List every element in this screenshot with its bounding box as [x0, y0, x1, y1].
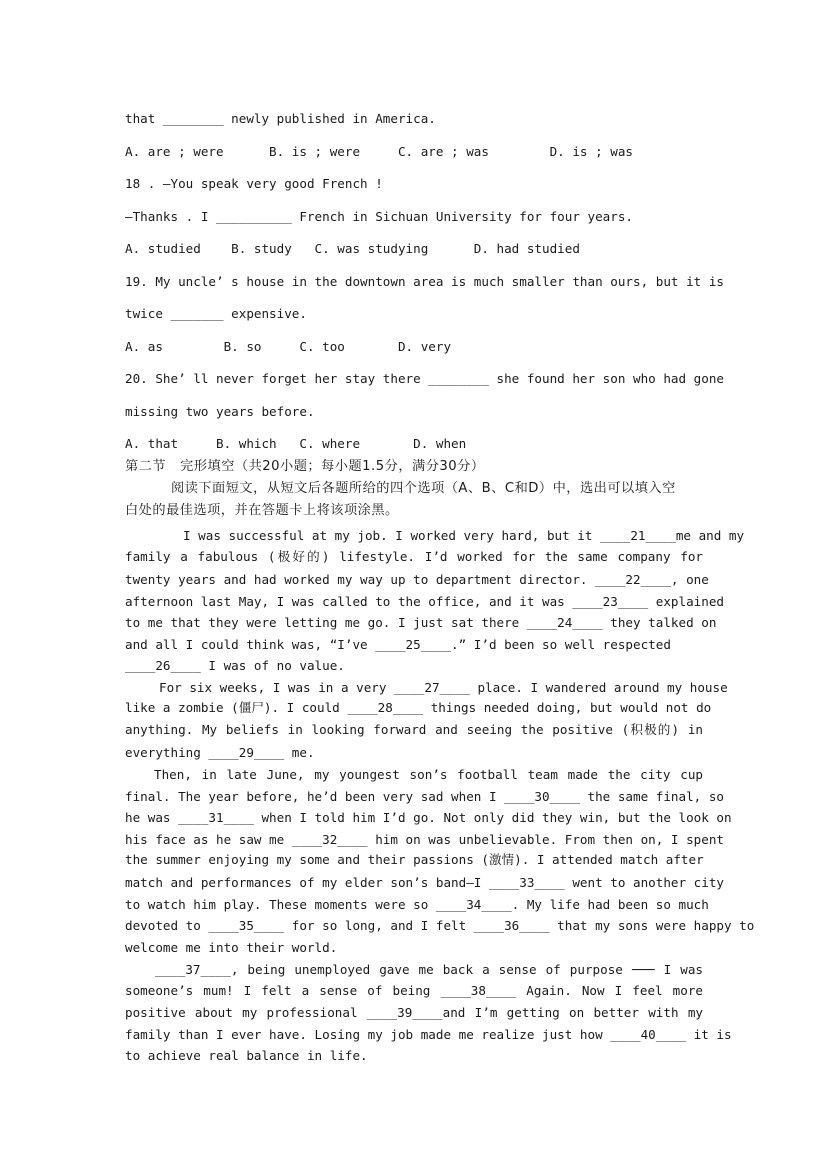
instructions-line-2: 白处的最佳选项，并在答题卡上将该项涂黑。 [125, 503, 399, 518]
p1-line-1: I was successful at my job. I worked very hard, but it ____21____me and my [183, 528, 745, 543]
p3-line-9: welcome me into their world. [125, 940, 338, 955]
q18-reply: —Thanks . I __________ French in Sichuan University for four years. [125, 209, 633, 224]
q17-stem-end: that ________ newly published in America. [125, 111, 436, 126]
q18-options: A. studied B. study C. was studying D. had studied [125, 241, 580, 256]
p3-line-1: Then, in late June, my youngest son’s football team made the city cup [154, 767, 703, 782]
p4-line-2: someone’s mum! I felt a sense of being ____38____ Again. Now I feel more [125, 983, 703, 998]
q19-options: A. as B. so C. too D. very [125, 339, 452, 354]
p1-line-5: to me that they were letting me go. I just sat there ____24____ they talked on [125, 615, 717, 630]
p3-line-6: match and performances of my elder son’s band—I ____33____ went to another city [125, 875, 724, 890]
q17-options: A. are ; were B. is ; were C. are ; was D. is ; was [125, 144, 633, 159]
p3-line-3: he was ____31____ when I told him I’d go. Not only did they win, but the look on [125, 810, 732, 825]
p1-line-7: ____26____ I was of no value. [125, 658, 345, 673]
q20-stem-line-1: 20. She’ ll never forget her stay there ________ she found her son who had gone [125, 371, 724, 386]
q20-options: A. that B. which C. where D. when [125, 436, 467, 451]
q18-stem: 18 . —You speak very good French ! [125, 176, 383, 191]
p4-line-5: to achieve real balance in life. [125, 1048, 368, 1063]
p3-line-4: his face as he saw me ____32____ him on was unbelievable. From then on, I spent [125, 832, 724, 847]
instructions-line-1: 阅读下面短文，从短文后各题所给的四个选项（A、B、C和D）中，选出可以填入空 [171, 481, 676, 496]
p2-line-1: For six weeks, I was in a very ____27____ place. I wandered around my house [159, 680, 728, 695]
p3-line-2: final. The year before, he’d been very sad when I ____30____ the same final, so [125, 789, 724, 804]
p2-line-4: everything ____29____ me. [125, 745, 315, 760]
p1-line-3: twenty years and had worked my way up to department director. ____22____, one [125, 572, 709, 587]
p1-line-6: and all I could think was, “I’ve ____25____.” I’d been so well respected [125, 637, 671, 652]
section-title: 第二节 完形填空（共20小题；每小题1.5分，满分30分） [125, 459, 485, 474]
p3-line-5: the summer enjoying my some and their passions (激情). I attended match after [125, 852, 704, 867]
p1-line-4: afternoon last May, I was called to the office, and it was ____23____ explained [125, 594, 724, 609]
p1-line-2: family a fabulous (极好的) lifestyle. I’d worked for the same company for [125, 549, 703, 564]
p2-line-3: anything. My beliefs in looking forward and seeing the positive (积极的) in [125, 722, 703, 737]
p3-line-8: devoted to ____35____ for so long, and I felt ____36____ that my sons were happy to [125, 918, 755, 933]
p4-line-3: positive about my professional ____39____and I’m getting on better with my [125, 1005, 703, 1020]
p4-line-1: ____37____, being unemployed gave me back a sense of purpose ─── I was [155, 962, 703, 977]
p2-line-2: like a zombie (僵尸). I could ____28____ things needed doing, but would not do [125, 700, 712, 715]
q19-stem-line-1: 19. My uncle’ s house in the downtown area is much smaller than ours, but it is [125, 274, 724, 289]
q20-stem-line-2: missing two years before. [125, 404, 315, 419]
p3-line-7: to watch him play. These moments were so ____34____. My life had been so much [125, 897, 709, 912]
p4-line-4: family than I ever have. Losing my job made me realize just how ____40____ it is [125, 1027, 732, 1042]
q19-stem-line-2: twice _______ expensive. [125, 306, 307, 321]
